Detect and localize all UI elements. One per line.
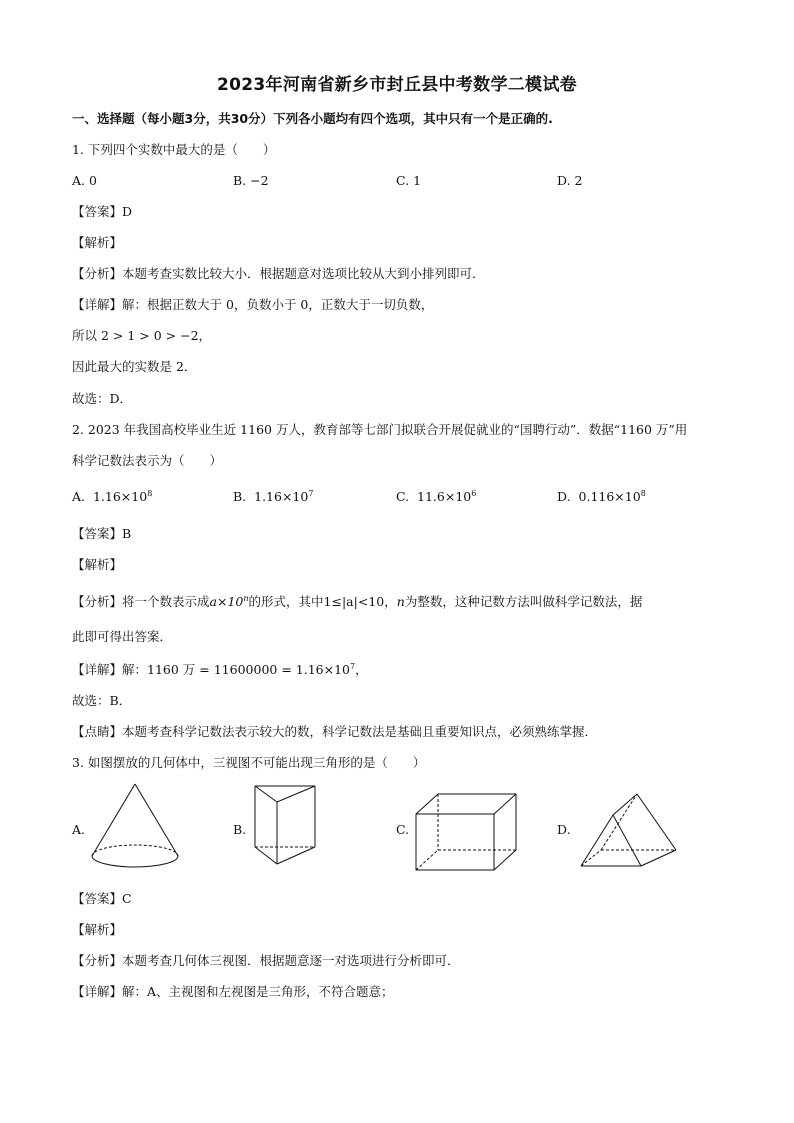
q2-answer: B xyxy=(122,526,132,541)
q2-fenxi-line2: 此即可得出答案． xyxy=(72,629,173,644)
q2-dianjing-line xyxy=(72,723,597,741)
answer-tag: 【答案】 xyxy=(72,891,123,906)
q2-option-a-exponent: 8 xyxy=(147,488,153,498)
q2-xiangjie-tail: ， xyxy=(355,662,368,677)
cuboid-figure xyxy=(412,790,522,875)
q1-solution-line3: 因此最大的实数是 2． xyxy=(72,359,197,374)
q3-option-c-label: C. xyxy=(396,822,410,837)
q2-fenxi-line xyxy=(72,593,642,611)
fenxi-tag: 【分析】 xyxy=(72,266,123,281)
q2-analysis-tag: 【解析】 xyxy=(72,557,123,572)
answer-tag: 【答案】 xyxy=(72,526,123,541)
q2-option-b-label: B. xyxy=(233,489,247,504)
answer-tag: 【答案】 xyxy=(72,204,123,219)
q2-fenxi-text-4: 为整数，这种记数方法叫做科学记数法，据 xyxy=(404,594,643,609)
section-heading: 一、选择题（每小题3分，共30分）下列各小题均有四个选项，其中只有一个是正确的. xyxy=(72,111,553,126)
xiangjie-tag: 【详解】 xyxy=(72,297,123,312)
q3-xiangjie-text: 解：A、主视图和左视图是三角形，不符合题意； xyxy=(122,984,394,999)
q2-option-c-value: 11.6×10 xyxy=(417,489,472,504)
q2-option-d-exponent: 8 xyxy=(640,488,646,498)
fenxi-tag: 【分析】 xyxy=(72,594,123,609)
q2-option-a-value: 1.16×10 xyxy=(92,489,148,504)
q2-option-a xyxy=(72,488,152,506)
q2-option-b xyxy=(233,488,313,506)
q2-answer-line xyxy=(72,525,131,543)
q1-fenxi-text: 本题考查实数比较大小．根据题意对选项比较从大到小排列即可． xyxy=(122,266,485,281)
q3-option-d-label: D. xyxy=(557,822,571,837)
q2-option-d-value: 0.116×10 xyxy=(578,489,641,504)
q3-answer-line xyxy=(72,890,132,908)
q2-option-b-value: 1.16×10 xyxy=(254,489,309,504)
q3-fenxi-line xyxy=(72,952,460,970)
q2-option-b-exponent: 7 xyxy=(308,488,314,498)
page-title: 2023年河南省新乡市封丘县中考数学二模试卷 xyxy=(217,75,577,95)
q2-stem-line1: 2. 2023 年我国高校毕业生近 1160 万人，教育部等七部门拟联合开展促就业的“国聘行动”．数据“1160 万”用 xyxy=(72,422,688,437)
q3-option-a-label: A. xyxy=(72,822,86,837)
q1-option-c: C. 1 xyxy=(396,173,422,188)
q2-xiangjie-text: 解：1160 万 = 11600000 = 1.16×10 xyxy=(122,662,350,677)
q3-analysis-tag: 【解析】 xyxy=(72,922,123,937)
dianjing-tag: 【点睛】 xyxy=(72,724,123,739)
q2-fenxi-formula: a×10 xyxy=(209,594,244,609)
q1-xiangjie-text: 解：根据正数大于 0，负数小于 0，正数大于一切负数， xyxy=(122,297,434,312)
q3-option-b-label: B. xyxy=(233,822,247,837)
q1-fenxi-line xyxy=(72,265,485,283)
q1-option-b: B. −2 xyxy=(233,173,269,188)
q2-xiangjie-exponent: 7 xyxy=(349,661,356,671)
q2-option-d xyxy=(557,488,646,506)
lying-prism-figure xyxy=(578,790,683,870)
q2-fenxi-text-3: ， xyxy=(384,594,397,609)
q1-solution-line2: 所以 2 > 1 > 0 > −2， xyxy=(72,328,212,343)
q2-fenxi-text-1: 将一个数表示成 xyxy=(122,594,210,609)
q2-xiangjie-line xyxy=(72,661,368,679)
q2-option-c-label: C. xyxy=(396,489,410,504)
q2-option-d-label: D. xyxy=(557,489,571,504)
q1-conclusion: 故选：D． xyxy=(72,391,133,406)
q1-xiangjie-line xyxy=(72,296,433,314)
q1-answer: D xyxy=(122,204,133,219)
q2-option-c xyxy=(396,488,476,506)
q2-fenxi-text-2: 的形式，其中 xyxy=(248,594,324,609)
q1-answer-line xyxy=(72,203,132,221)
q2-conclusion: 故选：B． xyxy=(72,693,132,708)
q2-stem-line2: 科学记数法表示为（ ） xyxy=(72,453,223,468)
q2-option-a-label: A. xyxy=(72,489,86,504)
q3-answer: C xyxy=(122,891,132,906)
q3-xiangjie-line xyxy=(72,983,394,1001)
cone-figure xyxy=(85,780,185,872)
q1-option-a: A. 0 xyxy=(72,173,97,188)
q2-dianjing-text: 本题考查科学记数法表示较大的数，科学记数法是基础且重要知识点，必须熟练掌握． xyxy=(122,724,598,739)
q2-fenxi-range: 1≤|a|<10 xyxy=(323,594,385,609)
q1-stem: 1. 下列四个实数中最大的是（ ） xyxy=(72,142,276,157)
q1-option-d: D. 2 xyxy=(557,173,583,188)
triangular-prism-figure xyxy=(250,780,320,875)
xiangjie-tag: 【详解】 xyxy=(72,984,123,999)
q2-fenxi-formula-exponent: n xyxy=(243,593,249,603)
q2-option-c-exponent: 6 xyxy=(471,488,477,498)
xiangjie-tag: 【详解】 xyxy=(72,662,123,677)
q3-stem: 3. 如图摆放的几何体中，三视图不可能出现三角形的是（ ） xyxy=(72,755,426,770)
q1-analysis-tag: 【解析】 xyxy=(72,235,123,250)
q3-fenxi-text: 本题考查几何体三视图．根据题意逐一对选项进行分析即可． xyxy=(122,953,460,968)
fenxi-tag: 【分析】 xyxy=(72,953,123,968)
q2-fenxi-n: n xyxy=(396,594,405,609)
